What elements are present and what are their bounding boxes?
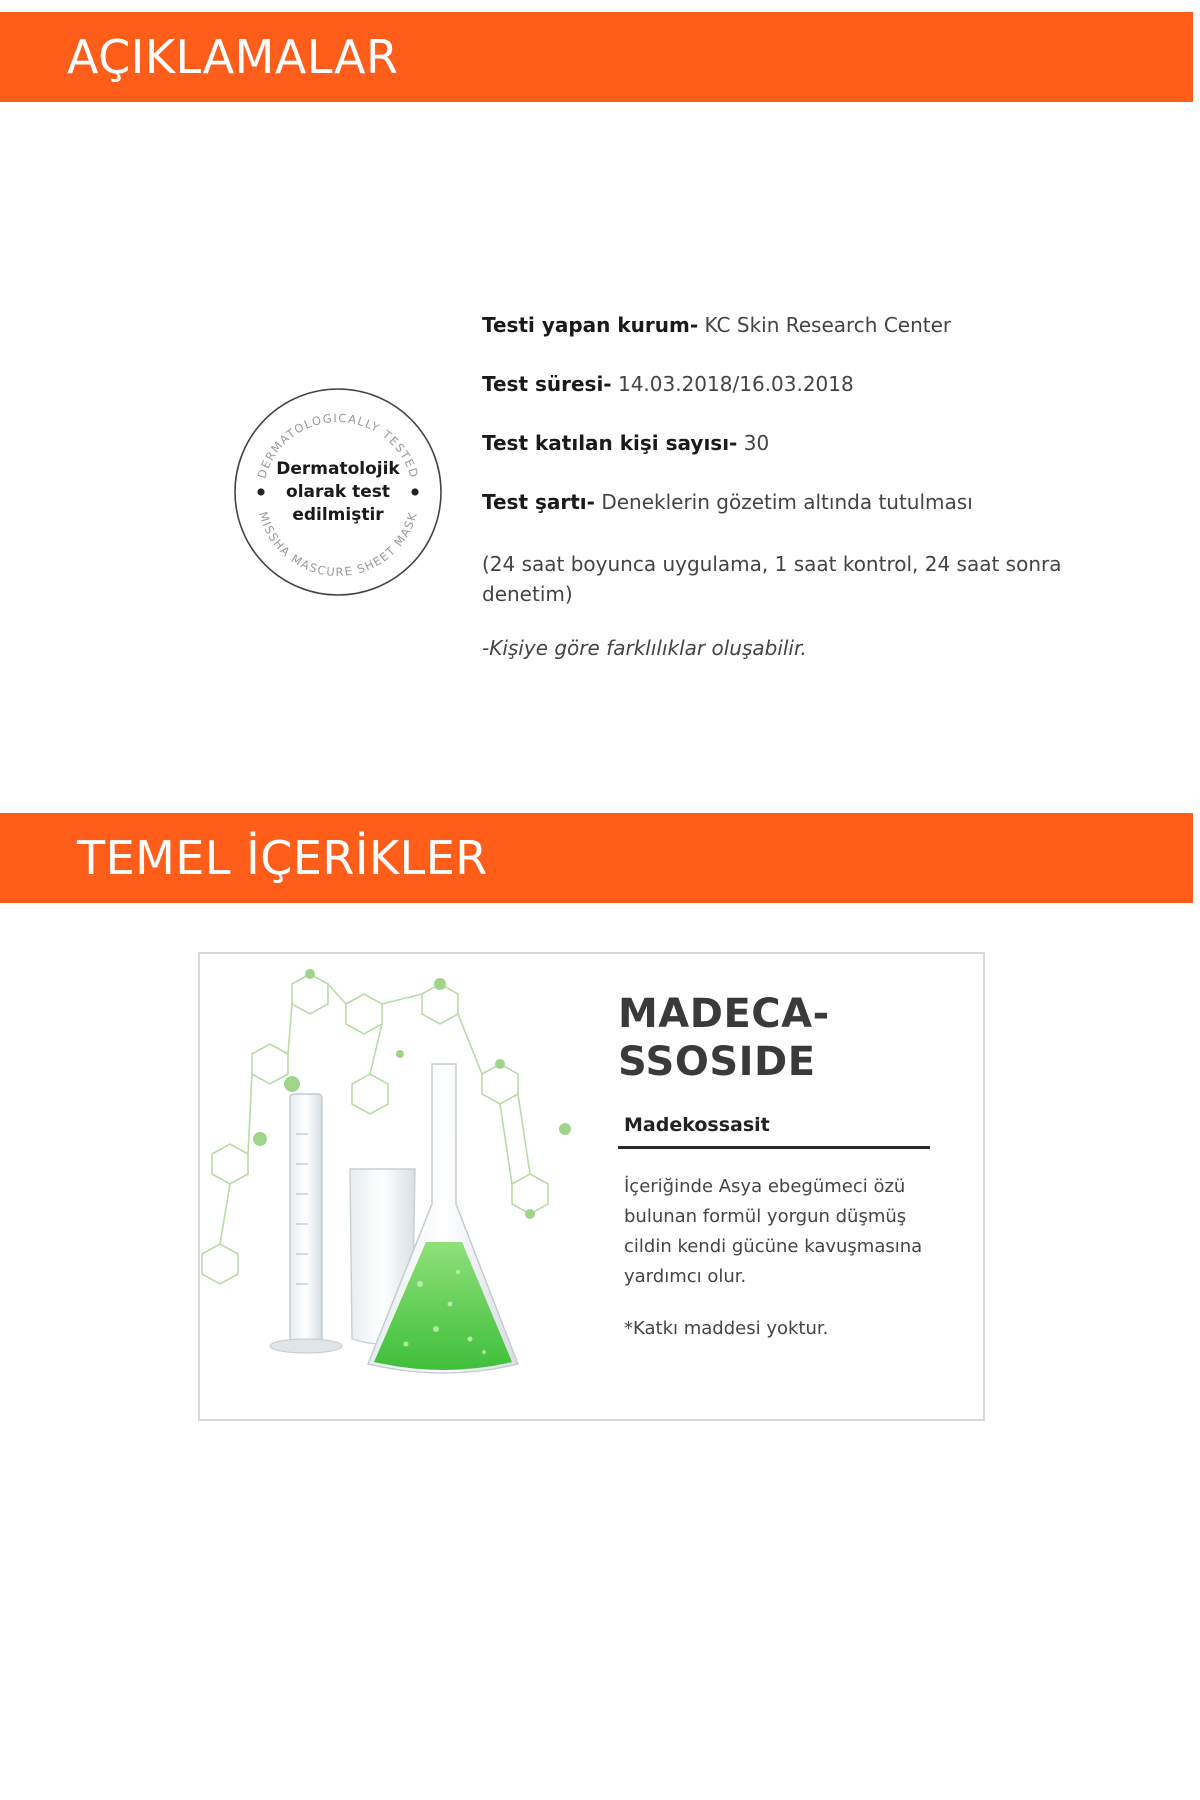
test-institution-label: Testi yapan kurum- (482, 313, 699, 337)
dermatologically-tested-seal-icon (233, 387, 443, 597)
seal-center-text (233, 387, 443, 597)
test-institution-row (482, 313, 1102, 338)
ingredient-card (198, 952, 985, 1421)
test-duration-row (482, 372, 1102, 397)
section-title-descriptions: AÇIKLAMALAR (67, 30, 399, 84)
test-info (482, 313, 1102, 661)
section-banner-descriptions (0, 12, 1193, 102)
section-banner-key-ingredients (0, 813, 1193, 903)
test-procedure-note: (24 saat boyunca uygulama, 1 saat kontrol, 24 saat sonra denetim) (482, 552, 1062, 606)
seal-text-line-2: olarak test (286, 481, 390, 502)
section-title-key-ingredients: TEMEL İÇERİKLER (77, 831, 488, 885)
ingredient-description: İçeriğinde Asya ebegümeci özü bulunan formül yorgun düşmüş cildin kendi gücüne kavuşmasına yardımcı olur. (624, 1176, 923, 1287)
test-participants-row (482, 431, 1102, 456)
ingredient-note: *Katkı maddesi yoktur. (624, 1318, 829, 1339)
test-participants-value: 30 (743, 431, 770, 455)
test-institution-value: KC Skin Research Center (704, 313, 952, 337)
test-duration-label: Test süresi- (482, 372, 612, 396)
seal-ring-top-text: DERMATOLOGICALLY TESTED (254, 410, 422, 481)
seal-text-line-1: Dermatolojik (276, 458, 400, 479)
lab-glassware-illustration (200, 954, 600, 1419)
ingredient-title-line-1: MADECA- (618, 991, 830, 1037)
test-participants-label: Test katılan kişi sayısı- (482, 431, 738, 455)
test-condition-row (482, 490, 1102, 515)
ingredient-subtitle: Madekossasit (624, 1114, 770, 1136)
test-condition-label: Test şartı- (482, 490, 595, 514)
lab-illustration-graphic (200, 954, 600, 1419)
seal-ring-bottom-text: MISSHA MASCURE SHEET MASK (255, 509, 420, 580)
test-condition-value: Deneklerin gözetim altında tutulması (601, 490, 973, 514)
ingredient-divider (618, 1146, 930, 1149)
seal-text-line-3: edilmiştir (292, 504, 384, 525)
test-duration-value: 14.03.2018/16.03.2018 (617, 372, 854, 396)
ingredient-title-line-2: SSOSIDE (618, 1039, 816, 1085)
ingredient-title (618, 990, 918, 1086)
test-disclaimer: -Kişiye göre farklılıklar oluşabilir. (482, 636, 807, 660)
